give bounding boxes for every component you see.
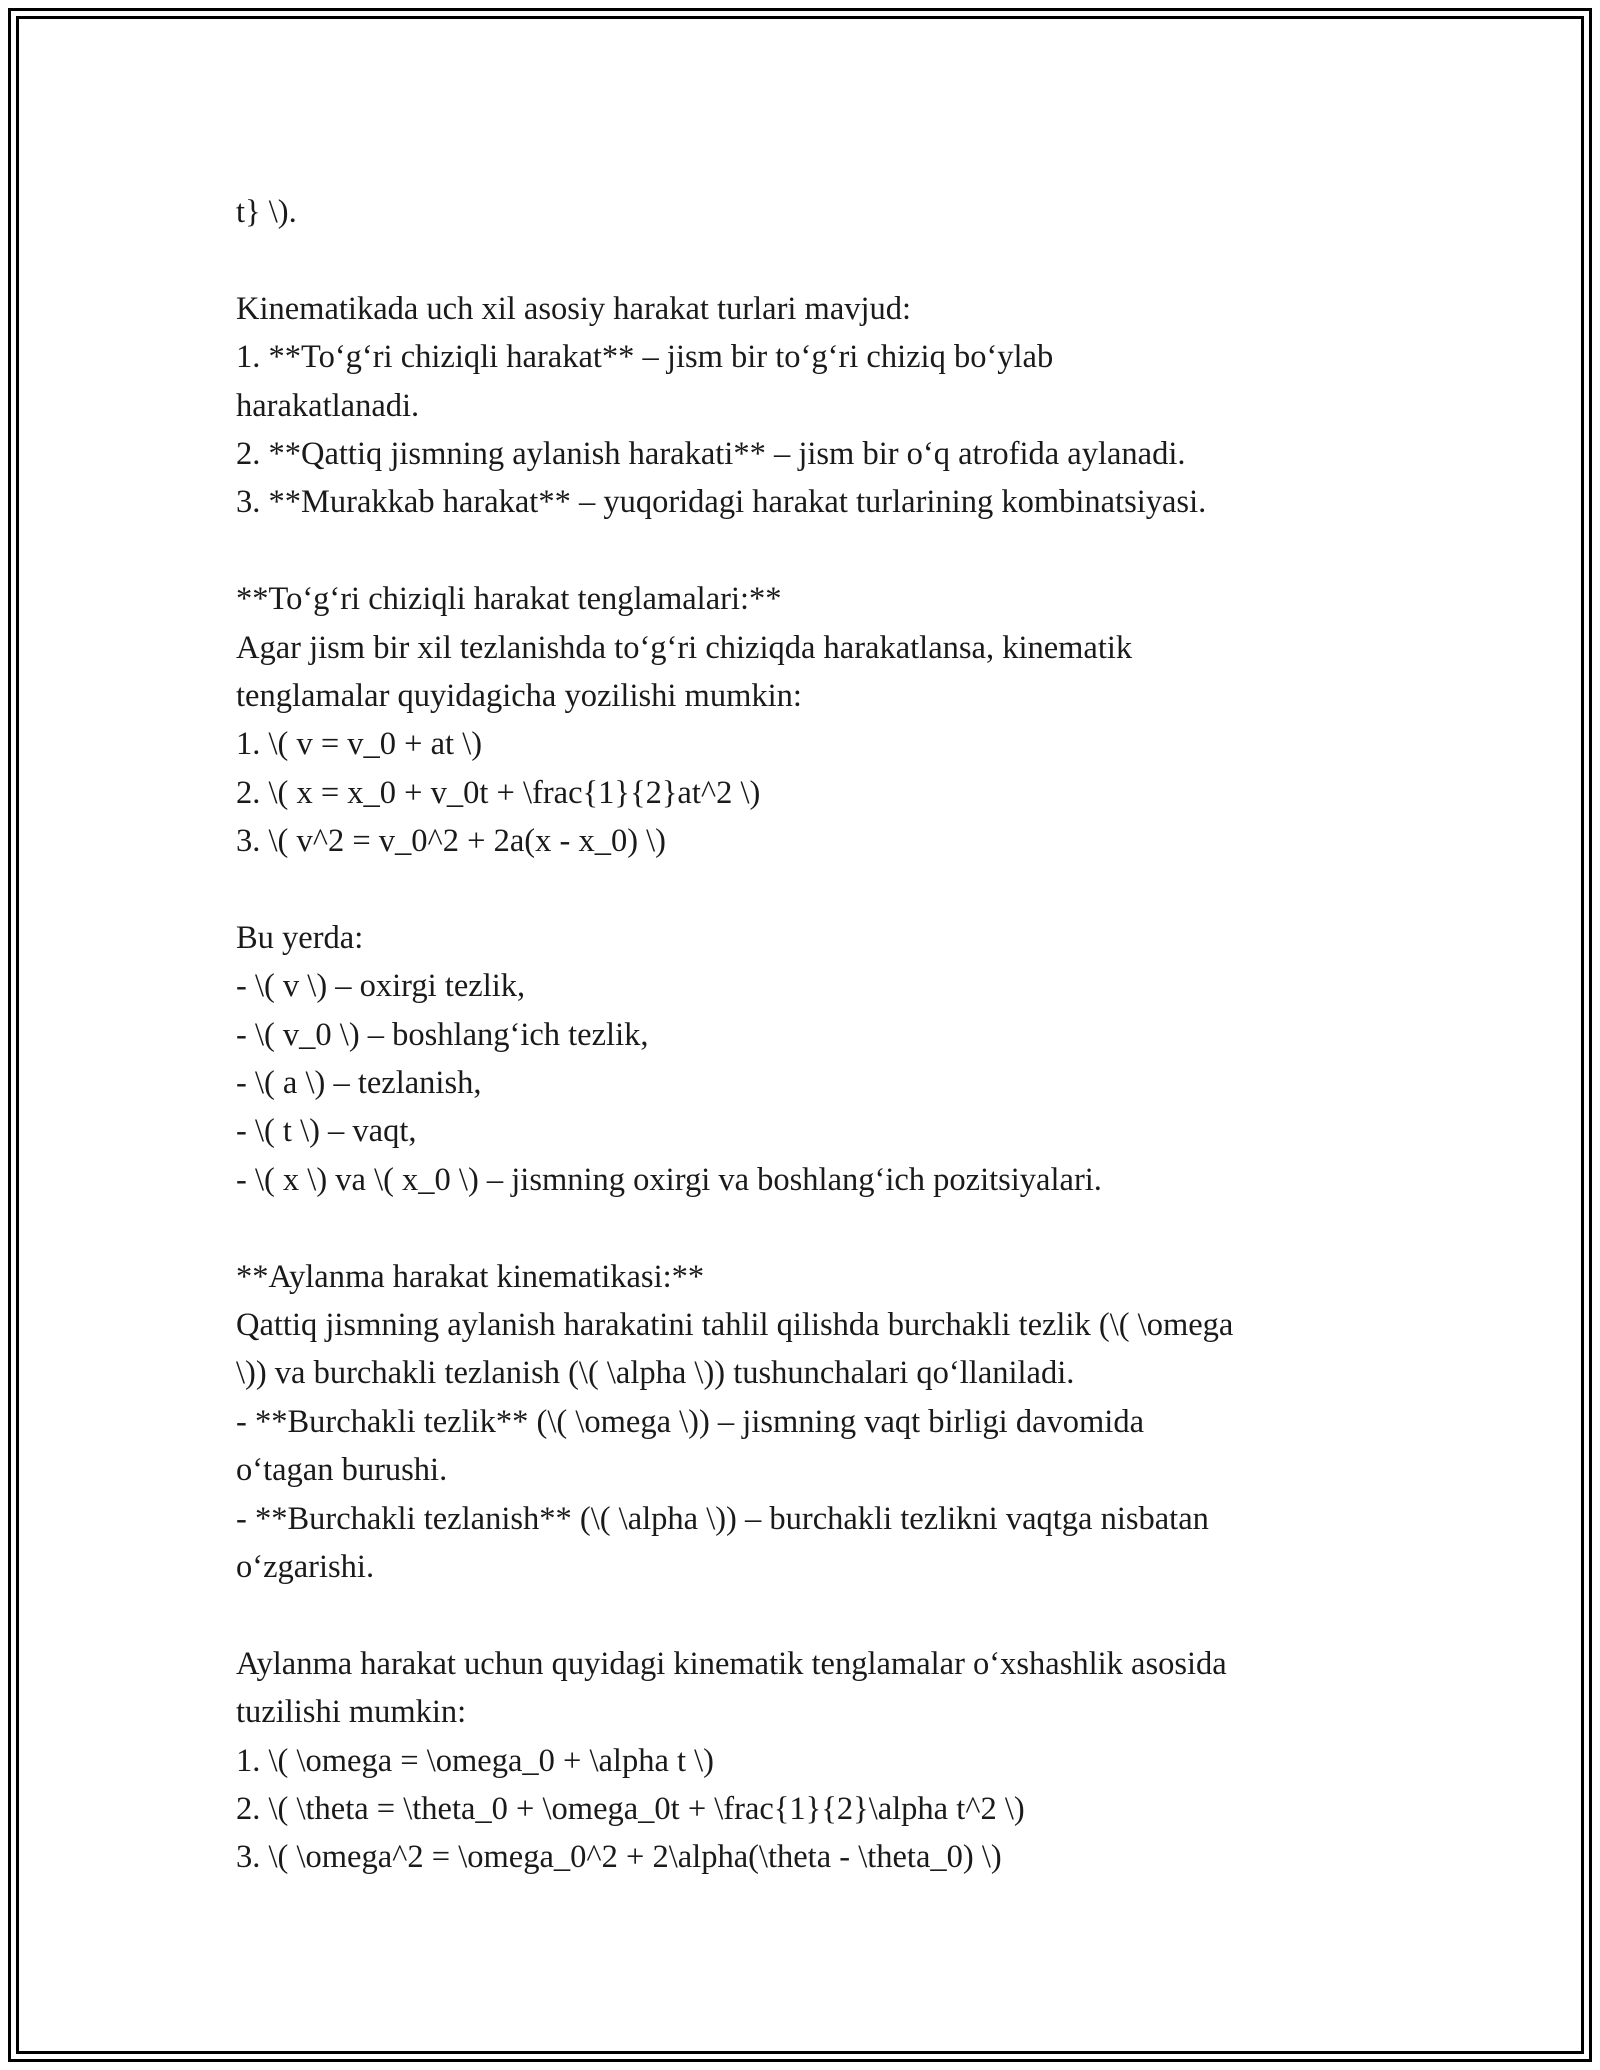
blank-line: [236, 527, 1416, 575]
definition-item: - **Burchakli tezlik** (\( \omega \)) – jismning vaqt birligi davomida: [236, 1403, 1145, 1440]
section-heading: **Aylanma harakat kinematikasi:**: [236, 1258, 705, 1295]
text-line: tenglamalar quyidagicha yozilishi mumkin:: [236, 677, 802, 714]
equation-item: 3. \( \omega^2 = \omega_0^2 + 2\alpha(\theta - \theta_0) \): [236, 1839, 1002, 1876]
text-line: o‘tagan burushi.: [236, 1452, 448, 1489]
equation-item: 2. \( \theta = \theta_0 + \omega_0t + \frac{1}{2}\alpha t^2 \): [236, 1790, 1025, 1827]
list-item: 2. **Qattiq jismning aylanish harakati** – jism bir o‘q atrofida aylanadi.: [236, 435, 1186, 472]
definition-item: - \( a \) – tezlanish,: [236, 1065, 482, 1102]
equation-item: 3. \( v^2 = v_0^2 + 2a(x - x_0) \): [236, 823, 667, 860]
list-item: 3. **Murakkab harakat** – yuqoridagi harakat turlarining kombinatsiyasi.: [236, 484, 1207, 521]
definition-item: - \( v_0 \) – boshlang‘ich tezlik,: [236, 1016, 649, 1053]
text-line: tuzilishi mumkin:: [236, 1694, 467, 1731]
definition-item: - \( x \) va \( x_0 \) – jismning oxirgi va boshlang‘ich pozitsiyalari.: [236, 1161, 1102, 1198]
text-line: Agar jism bir xil tezlanishda to‘g‘ri chiziqda harakatlansa, kinematik: [236, 629, 1133, 666]
text-line: Kinematikada uch xil asosiy harakat turlari mavjud:: [236, 290, 912, 327]
definition-item: - \( v \) – oxirgi tezlik,: [236, 968, 526, 1005]
list-item: 1. **To‘g‘ri chiziqli harakat** – jism bir to‘g‘ri chiziq bo‘ylab: [236, 339, 1054, 376]
definition-item: - \( t \) – vaqt,: [236, 1113, 417, 1150]
blank-line: [236, 865, 1416, 913]
section-heading: **To‘g‘ri chiziqli harakat tenglamalari:**: [236, 581, 782, 618]
text-line: t} \).: [236, 194, 297, 230]
text-line: \)) va burchakli tezlanish (\( \alpha \)) tushunchalari qo‘llaniladi.: [236, 1355, 1075, 1392]
blank-line: [236, 1591, 1416, 1639]
equation-item: 1. \( \omega = \omega_0 + \alpha t \): [236, 1742, 714, 1779]
text-line: o‘zgarishi.: [236, 1548, 375, 1585]
equation-item: 2. \( x = x_0 + v_0t + \frac{1}{2}at^2 \): [236, 774, 761, 811]
blank-line: [236, 1204, 1416, 1252]
equation-item: 1. \( v = v_0 + at \): [236, 726, 483, 763]
blank-line: [236, 236, 1416, 284]
text-line: Qattiq jismning aylanish harakatini tahlil qilishda burchakli tezlik (\( \omega: [236, 1306, 1234, 1343]
text-line: Aylanma harakat uchun quyidagi kinematik tenglamalar o‘xshashlik asosida: [236, 1645, 1227, 1682]
document-body: [236, 188, 1416, 1882]
text-line: Bu yerda:: [236, 919, 364, 956]
definition-item: - **Burchakli tezlanish** (\( \alpha \)) – burchakli tezlikni vaqtga nisbatan: [236, 1500, 1209, 1537]
text-line: harakatlanadi.: [236, 387, 420, 424]
